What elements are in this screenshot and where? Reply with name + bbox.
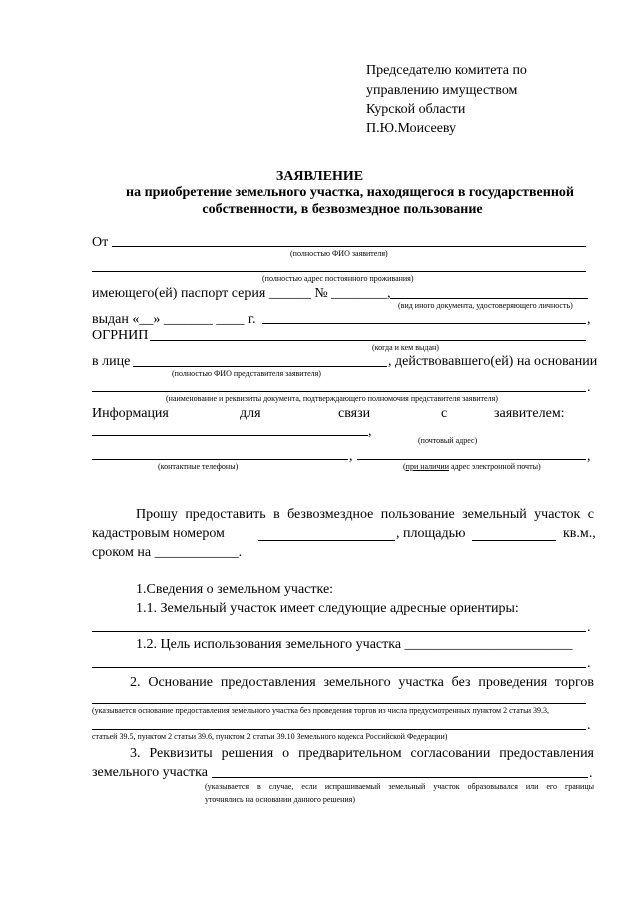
hint-other-document: (вид иного документа, удостоверяющего личность) xyxy=(398,301,573,310)
addressee-line-3: Курской области xyxy=(366,102,466,117)
cadastral-number-field[interactable] xyxy=(258,540,395,541)
section-2-hint-2: статьей 39.5, пунктом 2 статьи 39.6, пунктом 2 статьи 39.10 Земельного кодекса Российской Федерации) xyxy=(92,732,448,741)
issued-by-field[interactable] xyxy=(262,323,586,324)
hint-phones: (контактные телефоны) xyxy=(158,462,239,471)
section-2-hint-1: (указывается основание предоставления земельного участка без проведения торгов из числа предусмотренных пунктом 2 статьи 39.3, xyxy=(92,706,550,715)
comma: , xyxy=(587,449,591,464)
other-document-field[interactable] xyxy=(390,298,588,299)
dot: . xyxy=(587,620,591,635)
section-1-item-2: 1.2. Цель использования земельного участка ________________________ xyxy=(136,637,573,652)
dot: . xyxy=(587,380,591,395)
comma: , xyxy=(368,424,372,439)
ogrnip-label: ОГРНИП xyxy=(92,328,149,343)
dot: . xyxy=(589,766,593,781)
area-field[interactable] xyxy=(472,540,556,541)
area-label: , площадью xyxy=(396,526,466,541)
contact-word-3: связи xyxy=(338,406,371,421)
addressee-line-4: П.Ю.Моисееву xyxy=(366,121,457,136)
hint-email-rest: адрес электронной почты) xyxy=(449,462,541,471)
section-1-item-1: 1.1. Земельный участок имеет следующие адресные ориентиры: xyxy=(136,601,519,616)
request-line-1: Прошу предоставить в безвозмездное пользование земельный участок с xyxy=(136,507,594,522)
addressee-line-2: управлению имуществом xyxy=(366,83,518,98)
unit-label: кв.м., xyxy=(563,526,596,541)
ogrnip-field[interactable] xyxy=(150,340,586,341)
hint-representative-fio: (полностью ФИО представителя заявителя) xyxy=(172,369,321,378)
acting-basis-label: , действовавшего(ей) на основании xyxy=(388,354,598,369)
address-landmarks-field[interactable] xyxy=(92,631,586,632)
authority-document-field[interactable] xyxy=(92,391,586,392)
section-2-title: 2. Основание предоставления земельного участка без проведения торгов xyxy=(130,675,594,690)
hint-postal: (почтовый адрес) xyxy=(418,436,478,445)
postal-address-field[interactable] xyxy=(92,435,368,436)
document-subtitle-2: собственности, в безвозмездное пользование xyxy=(202,202,483,217)
contact-word-2: для xyxy=(240,406,261,421)
email-field[interactable] xyxy=(357,459,586,460)
section-3-label: земельного участка xyxy=(92,765,208,780)
basis-field-2[interactable] xyxy=(92,729,586,730)
section-3-title: 3. Реквизиты решения о предварительном согласовании предоставления xyxy=(130,746,594,761)
dot: . xyxy=(587,656,591,671)
fio-field[interactable] xyxy=(112,246,586,247)
representative-fio-field[interactable] xyxy=(133,366,387,367)
document-title: ЗАЯВЛЕНИЕ xyxy=(275,169,364,184)
purpose-field[interactable] xyxy=(92,667,586,668)
document-subtitle-1: на приобретение земельного участка, находящегося в государственной xyxy=(126,185,574,200)
hint-email xyxy=(403,463,541,471)
in-person-label: в лице xyxy=(92,354,131,369)
from-label: От xyxy=(92,235,109,250)
section-3-hint-1: (указывается в случае, если испрашиваемый земельный участок образовывался или его границы xyxy=(205,782,594,791)
contact-word-5: заявителем: xyxy=(494,406,565,421)
hint-authority-document: (наименование и реквизиты документа, подтверждающего полномочия представителя заявителя) xyxy=(166,394,498,403)
decision-details-field[interactable] xyxy=(212,777,588,778)
contact-word-4: с xyxy=(441,406,448,421)
passport-text: имеющего(ей) паспорт серия ______ № ________, xyxy=(92,286,391,301)
term-label: сроком на ____________. xyxy=(92,545,243,560)
cadastral-label: кадастровым номером xyxy=(92,526,225,541)
comma: , xyxy=(349,449,353,464)
hint-email-underlined: при наличии xyxy=(405,462,449,471)
section-3-hint-2: уточнялись на основании данного решения) xyxy=(205,795,356,804)
address-field[interactable] xyxy=(92,271,586,272)
hint-issued-by: (когда и кем выдан) xyxy=(372,343,439,352)
issued-label: выдан «__» _______ ____ г. xyxy=(92,312,256,327)
section-1-title: 1.Сведения о земельном участке: xyxy=(136,582,334,597)
phones-field[interactable] xyxy=(92,459,348,460)
contact-word-1: Информация xyxy=(92,406,169,421)
addressee-line-1: Председателю комитета по xyxy=(366,63,527,78)
dot: . xyxy=(587,718,591,733)
hint-email-paren: ( xyxy=(403,462,406,471)
hint-address: (полностью адрес постоянного проживания) xyxy=(262,274,414,283)
basis-field[interactable] xyxy=(92,703,586,704)
comma: , xyxy=(587,312,591,327)
hint-fio: (полностью ФИО заявителя) xyxy=(290,249,388,258)
